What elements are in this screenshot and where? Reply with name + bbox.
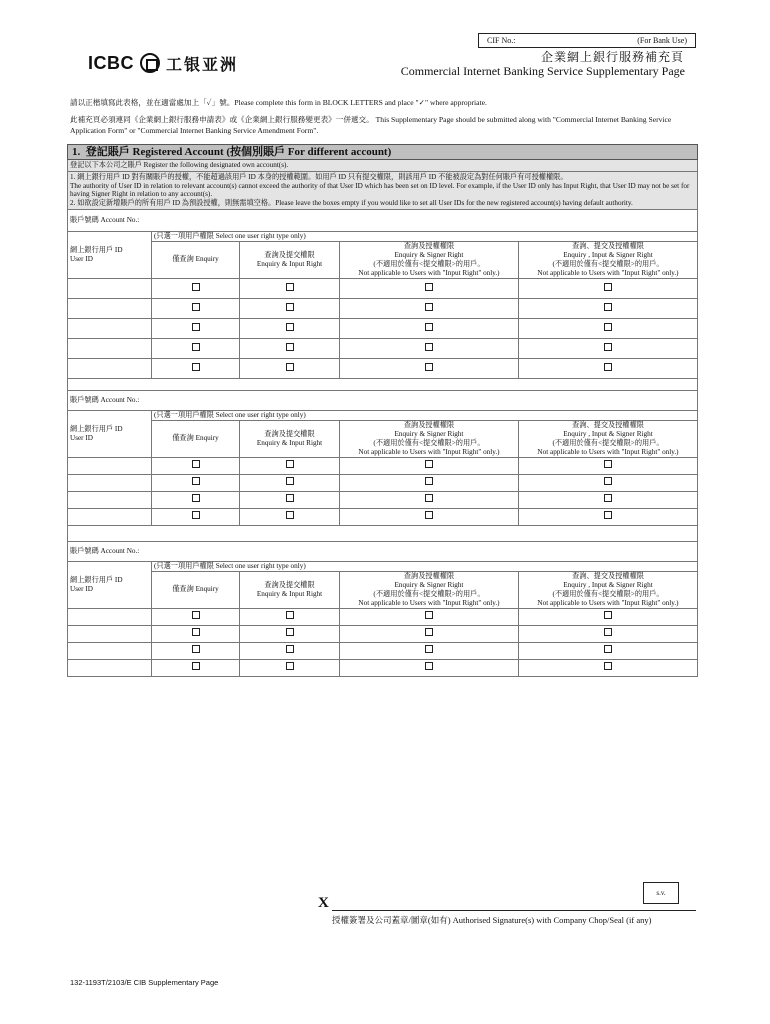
signer-right-checkbox[interactable]: [425, 303, 433, 311]
section-note-3: The authority of User ID in relation to relevant account(s) cannot exceed the authority of that User ID which has been set on ID level. For example, if the User ID only has Input Right, that User ID may not be set for having Signer Right in relation to any account(s).: [70, 181, 690, 199]
all-rights-cell: [519, 491, 698, 508]
table-row: [68, 642, 698, 659]
enquiry-cell: [152, 298, 240, 318]
signer-right-checkbox[interactable]: [425, 511, 433, 519]
section-note-2: 1. 網上銀行用戶 ID 對有關賬戶的授權，不能超過該用戶 ID 本身的授權範圍。如用戶 ID 只有提交權限，則該用戶 ID 不能被設定為對任何賬戶有可授權權限。: [70, 172, 568, 181]
user-id-input[interactable]: [68, 338, 152, 358]
input-right-cell: [240, 659, 340, 676]
col-all-note-cn: (不適用於僅有<提交權限>的用戶。: [552, 259, 664, 268]
user-id-header: [68, 561, 152, 608]
signer-right-cell: [340, 457, 519, 474]
select-one-note: (只選一項用戶權限 Select one user right type only): [152, 410, 698, 420]
all-rights-checkbox[interactable]: [604, 303, 612, 311]
col-signer-note-en: Not applicable to Users with "Input Right" only.): [358, 598, 500, 607]
col-input-cn: 查詢及提交權限: [264, 429, 315, 438]
col-enquiry: 僅查詢 Enquiry: [152, 241, 240, 278]
all-rights-checkbox[interactable]: [604, 645, 612, 653]
all-rights-cell: [519, 659, 698, 676]
input-right-checkbox[interactable]: [286, 303, 294, 311]
user-id-input[interactable]: [68, 508, 152, 525]
block-spacer: [68, 525, 698, 541]
signer-right-cell: [340, 508, 519, 525]
enquiry-cell: [152, 278, 240, 298]
table-row: [68, 457, 698, 474]
input-right-checkbox[interactable]: [286, 363, 294, 371]
section-note-1: 登記以下本公司之賬戶 Register the following designated own account(s).: [68, 160, 698, 172]
col-all-rights: [519, 420, 698, 457]
table-row: [68, 608, 698, 625]
col-all-note-en: Not applicable to Users with "Input Right" only.): [537, 447, 679, 456]
account-number-field[interactable]: [68, 209, 698, 231]
all-rights-checkbox[interactable]: [604, 477, 612, 485]
table-row: [68, 278, 698, 298]
input-right-cell: [240, 298, 340, 318]
input-right-cell: [240, 491, 340, 508]
signer-right-cell: [340, 491, 519, 508]
enquiry-checkbox[interactable]: [192, 511, 200, 519]
col-all-en: Enquiry , Input & Signer Right: [563, 429, 653, 438]
section-title: [68, 145, 698, 160]
all-rights-cell: [519, 298, 698, 318]
col-input-en: Enquiry & Input Right: [256, 438, 323, 447]
enquiry-cell: [152, 508, 240, 525]
account-number-field[interactable]: [68, 541, 698, 561]
table-row: [68, 338, 698, 358]
user-id-input[interactable]: [68, 625, 152, 642]
all-rights-checkbox[interactable]: [604, 343, 612, 351]
input-right-checkbox[interactable]: [286, 628, 294, 636]
all-rights-cell: [519, 625, 698, 642]
enquiry-checkbox[interactable]: [192, 303, 200, 311]
user-id-header-cn: 網上銀行用戶 ID: [70, 245, 123, 254]
col-signer-note-en: Not applicable to Users with "Input Right" only.): [358, 268, 500, 277]
col-input-en: Enquiry & Input Right: [256, 589, 323, 598]
signer-right-cell: [340, 474, 519, 491]
account-number-row: [68, 541, 698, 561]
all-rights-checkbox[interactable]: [604, 363, 612, 371]
all-rights-checkbox[interactable]: [604, 611, 612, 619]
col-all-cn: 查詢、提交及授權權限: [572, 420, 644, 429]
registered-account-form: [67, 144, 697, 677]
user-id-input[interactable]: [68, 318, 152, 338]
col-signer-right: [340, 420, 519, 457]
all-rights-cell: [519, 278, 698, 298]
enquiry-cell: [152, 642, 240, 659]
col-signer-note-cn: (不適用於僅有<提交權限>的用戶。: [373, 259, 485, 268]
enquiry-cell: [152, 338, 240, 358]
enquiry-checkbox[interactable]: [192, 645, 200, 653]
col-all-en: Enquiry , Input & Signer Right: [563, 580, 653, 589]
enquiry-cell: [152, 358, 240, 378]
logo-text-en: ICBC: [88, 52, 134, 73]
signer-right-cell: [340, 298, 519, 318]
col-enquiry: 僅查詢 Enquiry: [152, 420, 240, 457]
signer-right-cell: [340, 278, 519, 298]
all-rights-checkbox[interactable]: [604, 323, 612, 331]
block-spacer: [68, 378, 698, 390]
all-rights-cell: [519, 474, 698, 491]
select-one-note: (只選一項用戶權限 Select one user right type only): [152, 561, 698, 571]
input-right-checkbox[interactable]: [286, 494, 294, 502]
signer-right-checkbox[interactable]: [425, 645, 433, 653]
user-id-input[interactable]: [68, 491, 152, 508]
col-signer-note-cn: (不適用於僅有<提交權限>的用戶。: [373, 438, 485, 447]
all-rights-cell: [519, 608, 698, 625]
col-input-right: [240, 420, 340, 457]
signature-line[interactable]: [332, 910, 696, 911]
input-right-checkbox[interactable]: [286, 323, 294, 331]
all-rights-checkbox[interactable]: [604, 283, 612, 291]
user-id-header-en: User ID: [70, 584, 93, 593]
section-number: 1.: [72, 146, 81, 158]
account-number-row: [68, 390, 698, 410]
rights-column-headers: [68, 571, 698, 608]
col-signer-right: [340, 241, 519, 278]
user-id-input[interactable]: [68, 278, 152, 298]
col-all-cn: 查詢、提交及授權權限: [572, 571, 644, 580]
section-note-4: 2. 如欲設定新增賬戶的所有用戶 ID 為預設授權，則無需填空格。Please leave the boxes empty if you would like to set all User IDs for the new registered account(s) having default authority.: [70, 199, 633, 208]
input-right-checkbox[interactable]: [286, 645, 294, 653]
account-number-label: 賬戶號碼 Account No.:: [70, 395, 140, 404]
input-right-checkbox[interactable]: [286, 662, 294, 670]
page-title-cn: 企業網上銀行服務補充頁: [540, 50, 684, 64]
enquiry-checkbox[interactable]: [192, 343, 200, 351]
signer-right-checkbox[interactable]: [425, 494, 433, 502]
user-id-input[interactable]: [68, 608, 152, 625]
signer-right-cell: [340, 358, 519, 378]
col-all-rights: [519, 241, 698, 278]
table-row: [68, 625, 698, 642]
enquiry-checkbox[interactable]: [192, 494, 200, 502]
table-row: [68, 659, 698, 676]
rights-header-row: [68, 231, 698, 241]
col-signer-cn: 查詢及授權權限: [403, 571, 455, 580]
select-one-note: (只選一項用戶權限 Select one user right type only): [152, 231, 698, 241]
enquiry-cell: [152, 659, 240, 676]
user-id-input[interactable]: [68, 642, 152, 659]
col-input-right: [240, 241, 340, 278]
col-all-note-en: Not applicable to Users with "Input Right" only.): [537, 268, 679, 277]
input-right-cell: [240, 508, 340, 525]
account-number-label: 賬戶號碼 Account No.:: [70, 546, 140, 555]
all-rights-cell: [519, 508, 698, 525]
input-right-cell: [240, 338, 340, 358]
user-id-header: [68, 231, 152, 278]
signer-right-checkbox[interactable]: [425, 363, 433, 371]
instruction-line-2: 此補充頁必須連同《企業網上銀行服務申請表》或《企業網上銀行服務變更表》一併遞交。 This Supplementary Page should be submitted along with "Commercial Internet Banking Service Application Form" or "Commercial Internet Banking Service Amendment Form".: [70, 115, 672, 135]
all-rights-checkbox[interactable]: [604, 494, 612, 502]
col-all-note-cn: (不適用於僅有<提交權限>的用戶。: [552, 589, 664, 598]
enquiry-checkbox[interactable]: [192, 363, 200, 371]
enquiry-checkbox[interactable]: [192, 477, 200, 485]
signer-right-checkbox[interactable]: [425, 628, 433, 636]
input-right-cell: [240, 278, 340, 298]
signer-right-cell: [340, 642, 519, 659]
all-rights-checkbox[interactable]: [604, 511, 612, 519]
table-row: [68, 358, 698, 378]
enquiry-checkbox[interactable]: [192, 283, 200, 291]
input-right-cell: [240, 642, 340, 659]
cif-label: CIF No.:: [487, 36, 516, 45]
enquiry-cell: [152, 457, 240, 474]
col-all-en: Enquiry , Input & Signer Right: [563, 250, 653, 259]
input-right-cell: [240, 625, 340, 642]
col-input-cn: 查詢及提交權限: [264, 250, 315, 259]
page-title-en: Commercial Internet Banking Service Supplementary Page: [400, 64, 685, 78]
input-right-checkbox[interactable]: [286, 460, 294, 468]
all-rights-cell: [519, 457, 698, 474]
rights-column-headers: [68, 420, 698, 457]
col-all-note-en: Not applicable to Users with "Input Right" only.): [537, 598, 679, 607]
rights-header-row: [68, 410, 698, 420]
col-signer-note-cn: (不適用於僅有<提交權限>的用戶。: [373, 589, 485, 598]
input-right-cell: [240, 318, 340, 338]
icbc-seal-icon: [140, 53, 160, 73]
signer-right-checkbox[interactable]: [425, 323, 433, 331]
all-rights-checkbox[interactable]: [604, 460, 612, 468]
enquiry-checkbox[interactable]: [192, 628, 200, 636]
sv-box: s.v.: [643, 882, 679, 904]
enquiry-checkbox[interactable]: [192, 662, 200, 670]
all-rights-checkbox[interactable]: [604, 662, 612, 670]
input-right-cell: [240, 474, 340, 491]
col-all-cn: 查詢、提交及授權權限: [572, 241, 644, 250]
enquiry-cell: [152, 474, 240, 491]
col-input-right: [240, 571, 340, 608]
section-notes: [68, 171, 698, 209]
user-id-input[interactable]: [68, 474, 152, 491]
user-id-input[interactable]: [68, 298, 152, 318]
input-right-cell: [240, 457, 340, 474]
rights-header-row: [68, 561, 698, 571]
all-rights-checkbox[interactable]: [604, 628, 612, 636]
signature-x-mark: X: [318, 895, 329, 911]
icbc-logo: [88, 50, 238, 76]
input-right-checkbox[interactable]: [286, 283, 294, 291]
signer-right-cell: [340, 338, 519, 358]
table-row: [68, 298, 698, 318]
col-input-cn: 查詢及提交權限: [264, 580, 315, 589]
signer-right-checkbox[interactable]: [425, 662, 433, 670]
col-signer-cn: 查詢及授權權限: [403, 241, 455, 250]
all-rights-cell: [519, 318, 698, 338]
bank-use-label: (For Bank Use): [637, 36, 687, 45]
user-id-input[interactable]: [68, 358, 152, 378]
user-id-input[interactable]: [68, 659, 152, 676]
enquiry-cell: [152, 318, 240, 338]
signer-right-checkbox[interactable]: [425, 460, 433, 468]
signer-right-checkbox[interactable]: [425, 611, 433, 619]
signer-right-checkbox[interactable]: [425, 283, 433, 291]
account-number-row: [68, 209, 698, 231]
user-id-header-cn: 網上銀行用戶 ID: [70, 424, 123, 433]
all-rights-cell: [519, 642, 698, 659]
table-row: [68, 491, 698, 508]
input-right-checkbox[interactable]: [286, 343, 294, 351]
user-id-header: [68, 410, 152, 457]
input-right-cell: [240, 358, 340, 378]
col-signer-right: [340, 571, 519, 608]
signature-label: 授權簽署及公司蓋章/圖章(如有) Authorised Signature(s) with Company Chop/Seal (if any): [332, 915, 652, 925]
input-right-checkbox[interactable]: [286, 611, 294, 619]
enquiry-checkbox[interactable]: [192, 460, 200, 468]
user-id-input[interactable]: [68, 457, 152, 474]
table-row: [68, 318, 698, 338]
signer-right-cell: [340, 608, 519, 625]
instruction-line-1: 請以正楷填寫此表格，並在適當處加上「✓」號。Please complete this form in BLOCK LETTERS and place "✓" where appropriate.: [70, 98, 487, 107]
form-footer: 132-1193T/2103/E CIB Supplementary Page: [70, 978, 219, 987]
account-number-label: 賬戶號碼 Account No.:: [70, 215, 140, 224]
enquiry-checkbox[interactable]: [192, 611, 200, 619]
signer-right-cell: [340, 659, 519, 676]
user-id-header-cn: 網上銀行用戶 ID: [70, 575, 123, 584]
cif-number-field[interactable]: [478, 33, 696, 48]
user-id-header-en: User ID: [70, 433, 93, 442]
col-enquiry: 僅查詢 Enquiry: [152, 571, 240, 608]
enquiry-checkbox[interactable]: [192, 323, 200, 331]
signer-right-cell: [340, 625, 519, 642]
col-input-en: Enquiry & Input Right: [256, 259, 323, 268]
enquiry-cell: [152, 491, 240, 508]
table-row: [68, 474, 698, 491]
all-rights-cell: [519, 358, 698, 378]
enquiry-cell: [152, 608, 240, 625]
input-right-cell: [240, 608, 340, 625]
table-row: [68, 508, 698, 525]
section-title-text: 登記賬戶 Registered Account (按個別賬戶 For different account): [85, 146, 392, 158]
user-id-header-en: User ID: [70, 254, 93, 263]
signer-right-cell: [340, 318, 519, 338]
logo-text-cn: 工银亚洲: [166, 54, 239, 74]
all-rights-cell: [519, 338, 698, 358]
enquiry-cell: [152, 625, 240, 642]
signer-right-checkbox[interactable]: [425, 477, 433, 485]
account-number-field[interactable]: [68, 390, 698, 410]
input-right-checkbox[interactable]: [286, 511, 294, 519]
col-signer-en: Enquiry & Signer Right: [394, 429, 464, 438]
col-signer-en: Enquiry & Signer Right: [394, 580, 464, 589]
col-all-note-cn: (不適用於僅有<提交權限>的用戶。: [552, 438, 664, 447]
col-signer-note-en: Not applicable to Users with "Input Right" only.): [358, 447, 500, 456]
input-right-checkbox[interactable]: [286, 477, 294, 485]
signer-right-checkbox[interactable]: [425, 343, 433, 351]
rights-column-headers: [68, 241, 698, 278]
col-signer-cn: 查詢及授權權限: [403, 420, 455, 429]
col-signer-en: Enquiry & Signer Right: [394, 250, 464, 259]
col-all-rights: [519, 571, 698, 608]
